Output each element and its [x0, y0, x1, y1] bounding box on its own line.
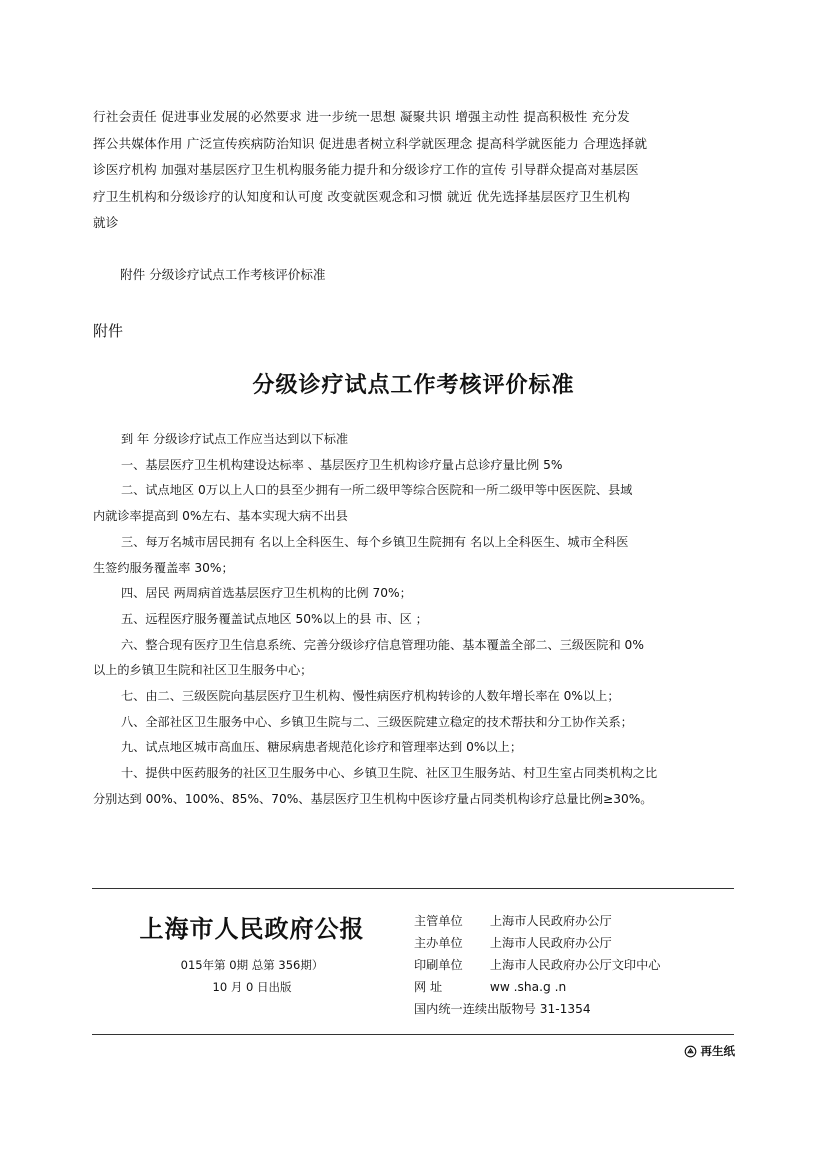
criteria-line: 一、基层医疗卫生机构建设达标率 、基层医疗卫生机构诊疗量占总诊疗量比例 5%: [121, 457, 563, 472]
recycled-paper-mark: [684, 1043, 736, 1059]
info-row: [414, 976, 661, 998]
intro-line: 行社会责任 促进事业发展的必然要求 进一步统一思想 凝聚共识 增强主动性 提高积极性 充分发: [93, 109, 630, 124]
recycle-icon: [684, 1045, 697, 1058]
info-label: 印刷单位: [414, 958, 463, 972]
gazette-issue: 015年第 0期 总第 356期）: [180, 958, 324, 972]
intro-line: 就诊: [93, 215, 119, 230]
info-value: 上海市人民政府办公厅: [489, 914, 612, 928]
criteria-line: 九、试点地区城市高血压、糖尿病患者规范化诊疗和管理率达到 0%以上；: [121, 740, 523, 755]
gazette-masthead: [92, 912, 412, 998]
criteria-line: 分别达到 00%、100%、85%、70%、基层医疗卫生机构中医诊疗量占同类机构诊疗总量比例≥30%。: [93, 791, 653, 806]
intro-paragraph: [93, 104, 733, 237]
info-label: 网 址: [414, 980, 443, 994]
criteria-line: 到 年 分级诊疗试点工作应当达到以下标准: [121, 432, 349, 446]
info-row: [414, 910, 661, 932]
footer-top-divider: [92, 888, 734, 889]
document-title: 分级诊疗试点工作考核评价标准: [252, 372, 575, 398]
info-value: 上海市人民政府办公厅文印中心: [489, 958, 661, 972]
intro-line: 疗卫生机构和分级诊疗的认知度和认可度 改变就医观念和习惯 就近 优先选择基层医疗卫生机构: [93, 188, 631, 204]
recycled-label: 再生纸: [700, 1044, 735, 1058]
criteria-line: 六、整合现有医疗卫生信息系统、完善分级诊疗信息管理功能、基本覆盖全部二、三级医院和 0%: [121, 637, 644, 652]
gazette-title: 上海市人民政府公报: [139, 914, 365, 943]
info-row: [414, 998, 661, 1020]
criteria-line: 五、远程医疗服务覆盖试点地区 50%以上的县 市、区 ；: [121, 611, 428, 626]
criteria-line: 二、试点地区 0万以上人口的县至少拥有一所二级甲等综合医院和一所二级甲等中医医院、县域: [121, 483, 633, 498]
info-label: 主办单位: [414, 936, 463, 950]
criteria-line: 四、居民 两周病首选基层医疗卫生机构的比例 70%；: [121, 586, 412, 601]
criteria-line: 十、提供中医药服务的社区卫生服务中心、乡镇卫生院、社区卫生服务站、村卫生室占同类机构之比: [121, 766, 658, 781]
criteria-line: 内就诊率提高到 0%左右、基本实现大病不出县: [93, 509, 348, 524]
criteria-line: 生签约服务覆盖率 30%；: [93, 560, 234, 575]
info-value: 上海市人民政府办公厅: [489, 936, 612, 950]
publication-info: [414, 910, 661, 1020]
criteria-line: 三、每万名城市居民拥有 名以上全科医生、每个乡镇卫生院拥有 名以上全科医生、城市全科医: [121, 534, 629, 549]
footer-bottom-divider: [92, 1034, 734, 1035]
criteria-line: 八、全部社区卫生服务中心、乡镇卫生院与二、三级医院建立稳定的技术帮扶和分工协作关系；: [121, 714, 633, 729]
info-row: [414, 954, 661, 976]
intro-line: 诊医疗机构 加强对基层医疗卫生机构服务能力提升和分级诊疗工作的宣传 引导群众提高对基层医: [93, 162, 639, 177]
attachment-reference: 附件 分级诊疗试点工作考核评价标准: [120, 267, 326, 282]
info-value: ww .sha.g .n: [489, 980, 567, 994]
info-label: 主管单位: [414, 914, 463, 928]
info-label: 国内统一连续出版物号: [414, 1002, 536, 1016]
criteria-list: [93, 427, 738, 813]
intro-line: 挥公共媒体作用 广泛宣传疾病防治知识 促进患者树立科学就医理念 提高科学就医能力 合理选择就: [93, 135, 648, 151]
info-row: [414, 932, 661, 954]
criteria-line: 以上的乡镇卫生院和社区卫生服务中心；: [93, 663, 313, 678]
attachment-label: 附件: [93, 322, 124, 340]
gazette-date: 10 月 0 日出版: [212, 980, 292, 994]
criteria-line: 七、由二、三级医院向基层医疗卫生机构、慢性病医疗机构转诊的人数年增长率在 0%以上；: [121, 689, 620, 704]
info-value: 31-1354: [539, 1002, 591, 1016]
